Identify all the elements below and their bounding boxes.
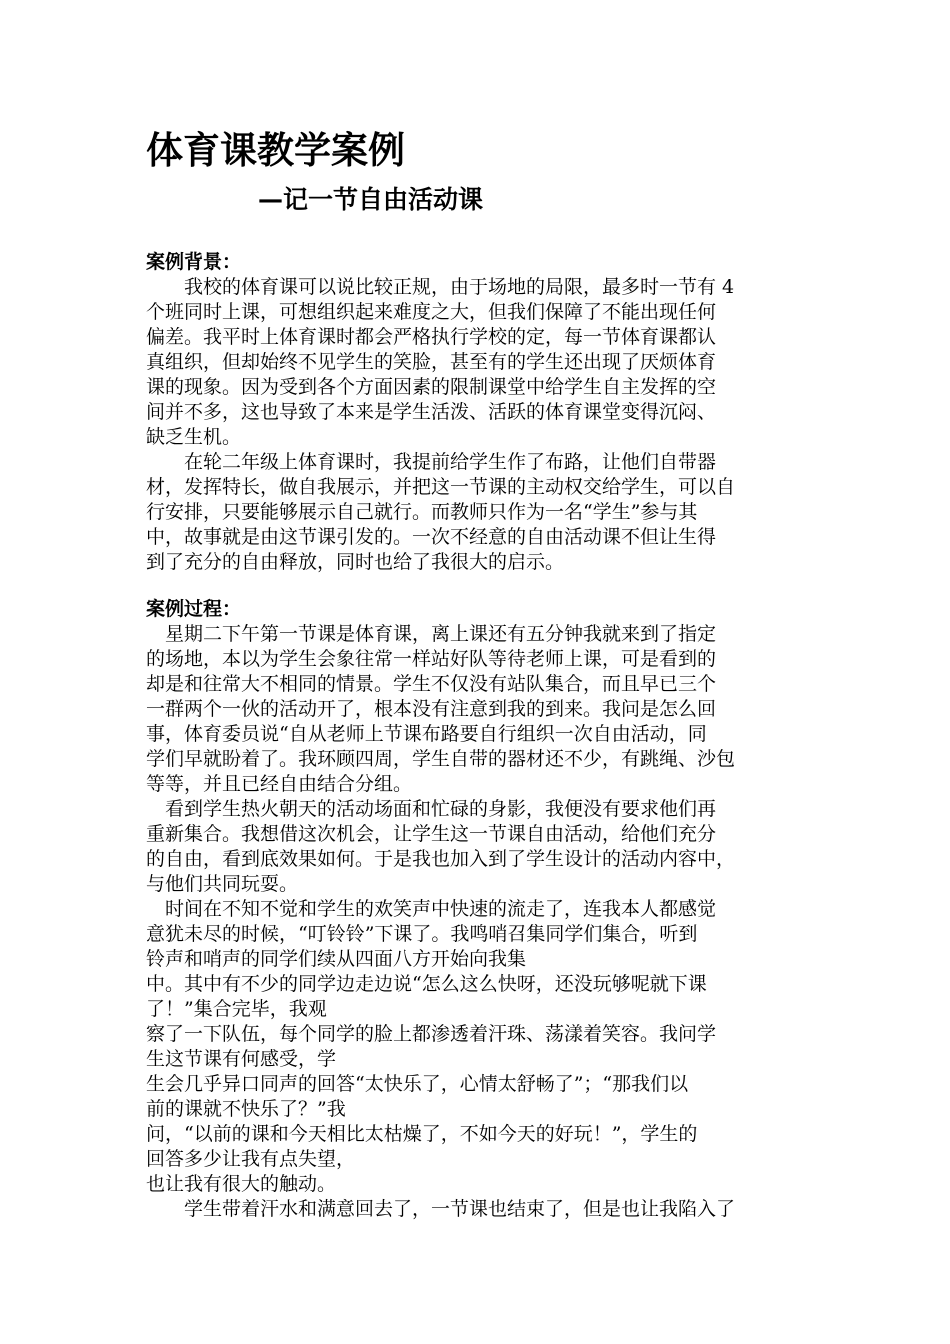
paragraph-line: 问，“以前的课和今天相比太枯燥了，不如今天的好玩！”，学生的: [146, 1123, 698, 1145]
paragraph-line: 个班同时上课，可想组织起来难度之大，但我们保障了不能出现任何: [146, 301, 717, 323]
paragraph-line: 我校的体育课可以说比较正规，由于场地的局限，最多时一节有 4: [146, 276, 735, 298]
paragraph-line: 了！”集合完毕，我观: [146, 998, 327, 1020]
paragraph-line: 一群两个一伙的活动开了，根本没有注意到我的到来。我问是怎么回: [146, 698, 717, 720]
paragraph-line: 间并不多，这也导致了本来是学生活泼、活跃的体育课堂变得沉闷、: [146, 401, 717, 423]
paragraph-line: 学生带着汗水和满意回去了，一节课也结束了，但是也让我陷入了: [146, 1198, 736, 1220]
paragraph-line: 缺乏生机。: [146, 426, 242, 448]
paragraph-line: 回答多少让我有点失望，: [146, 1148, 356, 1170]
paragraph-line: 也让我有很大的触动。: [146, 1173, 337, 1195]
paragraph-line: 生这节课有何感受，学: [146, 1048, 337, 1070]
paragraph-line: 材，发挥特长，做自我展示，并把这一节课的主动权交给学生，可以自: [146, 476, 736, 498]
paragraph-line: 重新集合。我想借这次机会，让学生这一节课自由活动，给他们充分: [146, 823, 717, 845]
document-subtitle: —记一节自由活动课: [258, 185, 484, 214]
paragraph-line: 课的现象。因为受到各个方面因素的限制课堂中给学生自主发挥的空: [146, 376, 717, 398]
paragraph-line: 等等，并且已经自由结合分组。: [146, 773, 413, 795]
paragraph-line: 真组织，但却始终不见学生的笑脸，甚至有的学生还出现了厌烦体育: [146, 351, 717, 373]
paragraph-line: 与他们共同玩耍。: [146, 873, 299, 895]
paragraph-line: 中，故事就是由这节课引发的。一次不经意的自由活动课不但让生得: [146, 526, 717, 548]
paragraph-line: 中。其中有不少的同学边走边说“怎么这么快呀，还没玩够呢就下课: [146, 973, 707, 995]
section-heading-background: 案例背景：: [146, 251, 242, 273]
paragraph-line: 的自由，看到底效果如何。于是我也加入到了学生设计的活动内容中，: [146, 848, 736, 870]
paragraph-line: 学们早就盼着了。我环顾四周，学生自带的器材还不少，有跳绳、沙包: [146, 748, 736, 770]
paragraph-line: 事，体育委员说“自从老师上节课布路要自行组织一次自由活动，同: [146, 723, 707, 745]
section-heading-process: 案例过程：: [146, 598, 242, 620]
paragraph-line: 星期二下午第一节课是体育课，离上课还有五分钟我就来到了指定: [146, 623, 717, 645]
paragraph-line: 察了一下队伍，每个同学的脸上都渗透着汗珠、荡漾着笑容。我问学: [146, 1023, 717, 1045]
paragraph-line: 前的课就不快乐了？”我: [146, 1098, 346, 1120]
paragraph-line: 偏差。我平时上体育课时都会严格执行学校的定，每一节体育课都认: [146, 326, 717, 348]
paragraph-line: 铃声和哨声的同学们续从四面八方开始向我集: [146, 948, 527, 970]
paragraph-line: 却是和往常大不相同的情景。学生不仅没有站队集合，而且早已三个: [146, 673, 717, 695]
paragraph-line: 行安排，只要能够展示自己就行。而教师只作为一名“学生”参与其: [146, 501, 698, 523]
paragraph-line: 到了充分的自由释放，同时也给了我很大的启示。: [146, 551, 565, 573]
paragraph-line: 生会几乎异口同声的回答“太快乐了，心情太舒畅了”；“那我们以: [146, 1073, 689, 1095]
paragraph-line: 的场地，本以为学生会象往常一样站好队等待老师上课，可是看到的: [146, 648, 717, 670]
paragraph-line: 意犹未尽的时候，“叮铃铃”下课了。我鸣哨召集同学们集合，听到: [146, 923, 698, 945]
paragraph-line: 时间在不知不觉和学生的欢笑声中快速的流走了，连我本人都感觉: [146, 898, 717, 920]
paragraph-line: 在轮二年级上体育课时，我提前给学生作了布路，让他们自带器: [146, 451, 717, 473]
document-title: 体育课教学案例: [146, 129, 405, 172]
paragraph-line: 看到学生热火朝天的活动场面和忙碌的身影，我便没有要求他们再: [146, 798, 717, 820]
